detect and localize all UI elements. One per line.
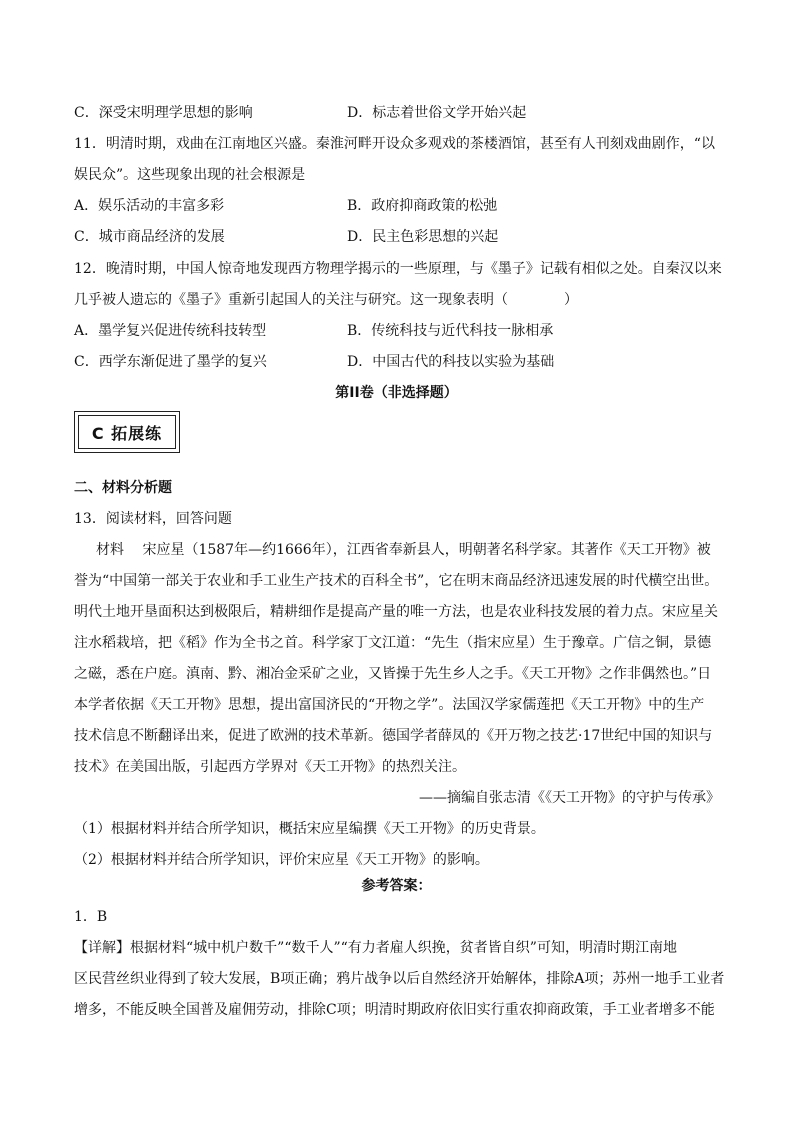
answers-title: 参考答案： — [361, 878, 432, 894]
q12-option-d: D．中国古代的科技以实验为基础 — [347, 354, 555, 370]
extension-practice-stamp — [74, 411, 180, 453]
q10-option-c: C．深受宋明理学思想的影响 — [74, 105, 253, 121]
section-title: 二、材料分析题 — [74, 480, 172, 496]
q12-option-b: B．传统科技与近代科技一脉相承 — [347, 323, 554, 339]
q11-stem-line2: 娱民众”。这些现象出现的社会根源是 — [74, 167, 306, 183]
q12-option-a: A．墨学复兴促进传统科技转型 — [74, 323, 267, 339]
q11-options-row-cd — [74, 225, 734, 249]
q12-options-row-ab — [74, 319, 734, 343]
q12-stem-line2: 几乎被人遗忘的《墨子》重新引起国人的关注与研究。这一现象表明（ ） — [74, 292, 578, 308]
q13-material-line: 技术》在美国出版，引起西方学界对《天工开物》的热烈关注。 — [74, 759, 466, 775]
q13-subquestion-2: （2）根据材料并结合所学知识，评价宋应星《天工开物》的影响。 — [74, 852, 489, 868]
q13-material-line: 技术信息不断翻译出来，促进了欧洲的技术革新。德国学者薛凤的《开万物之技艺·17世纪中国的知识与 — [74, 728, 713, 744]
q11-option-b: B．政府抑商政策的松弛 — [347, 198, 498, 214]
q11-options-row-ab — [74, 194, 734, 218]
q11-option-a: A．娱乐活动的丰富多彩 — [74, 198, 225, 214]
q12-option-c: C．西学东渐促进了墨学的复兴 — [74, 354, 267, 370]
q13-source: ——摘编自张志清《《天工开物》的守护与传承》 — [419, 790, 720, 806]
q13-material-line: 之磁，悉在户庭。滇南、黔、湘冶金采矿之业，又皆操于先生乡人之手。《天工开物》之作非偶然也。”日 — [74, 666, 712, 682]
q11-option-c: C．城市商品经济的发展 — [74, 229, 225, 245]
q12-options-row-cd — [74, 350, 734, 374]
q13-material-line: 本学者依据《天工开物》思想，提出富国济民的“开物之学”。法国汉学家儒莲把《天工开物》中的生产 — [74, 697, 705, 713]
answer-1-line: 增多，不能反映全国普及雇佣劳动，排除C项；明清时期政府依旧实行重农抑商政策，手工业者增多不能 — [74, 1002, 715, 1018]
answer-1-number: 1．B — [74, 909, 108, 925]
q10-option-d: D．标志着世俗文学开始兴起 — [347, 105, 527, 121]
q13-stem: 13．阅读材料，回答问题 — [74, 511, 232, 527]
q11-stem-line1: 11．明清时期，戏曲在江南地区兴盛。秦淮河畔开设众多观戏的茶楼酒馆，甚至有人刊刻戏曲剧作，“以 — [74, 136, 715, 152]
stamp-label: C 拓展练 — [78, 415, 176, 449]
answer-1-line: 【详解】根据材料“城中机户数千”“数千人”“有力者雇人织挽，贫者皆自织”可知，明清时期江南地 — [74, 940, 677, 956]
volume-title: 第II卷（非选择题） — [335, 385, 458, 401]
q13-material-line: 誉为“中国第一部关于农业和手工业生产技术的百科全书”，它在明末商品经济迅速发展的时代横空出世。 — [74, 573, 719, 589]
q13-material-line: 明代土地开垦面积达到极限后，精耕细作是提高产量的唯一方法，也是农业科技发展的着力点。宋应星关 — [74, 604, 718, 620]
q13-material-line: 注水稻栽培，把《稻》作为全书之首。科学家丁文江道：“先生（指宋应星）生于豫章。广信之铜，景德 — [74, 635, 712, 651]
q10-options-row-cd — [74, 101, 734, 125]
q13-subquestion-1: （1）根据材料并结合所学知识，概括宋应星编撰《天工开物》的历史背景。 — [74, 821, 545, 837]
q13-material-line: 材料 宋应星（1587年—约1666年），江西省奉新县人，明朝著名科学家。其著作《天工开物》被 — [96, 542, 711, 558]
answer-1-line: 区民营丝织业得到了较大发展，B项正确；鸦片战争以后自然经济开始解体，排除A项；苏州一地手工业者 — [74, 971, 725, 987]
q11-option-d: D．民主色彩思想的兴起 — [347, 229, 499, 245]
q12-stem-line1: 12．晚清时期，中国人惊奇地发现西方物理学揭示的一些原理，与《墨子》记载有相似之处。自秦汉以来 — [74, 261, 722, 277]
